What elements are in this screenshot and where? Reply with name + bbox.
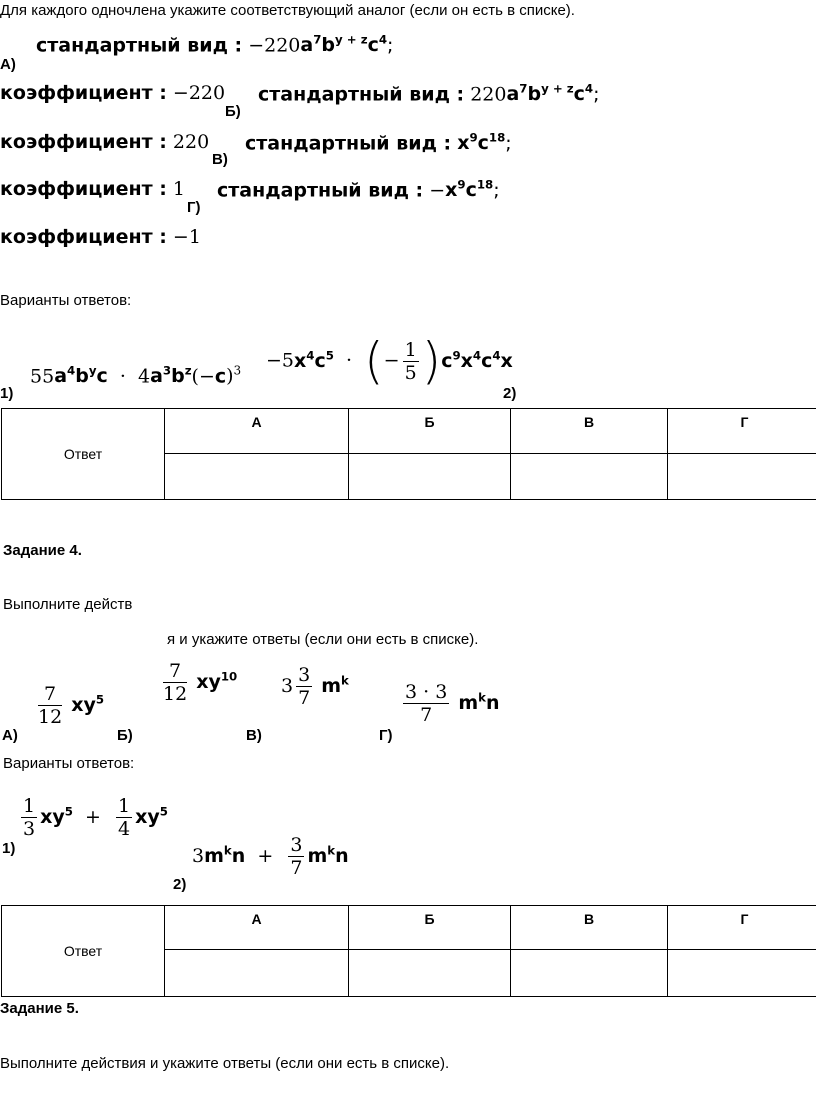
label-g: Г) <box>187 199 201 216</box>
task4-label-v: В) <box>246 727 262 744</box>
task3-option2-label: 2) <box>503 385 517 402</box>
item-a-coefficient: коэффициент : −220 <box>0 82 226 104</box>
task5-title: Задание 5. <box>0 1000 79 1017</box>
task4-answer-header-a: А <box>165 906 349 950</box>
task4-instruction-part1: Выполните действ <box>3 596 133 613</box>
task4-label-g: Г) <box>379 727 393 744</box>
task4-option1-expression: $\frac{1}{3}$ $xy^5$ + $\frac{1}{4}$ $xy^5$ <box>23 795 168 840</box>
task4-item-v-expression: 3 $\frac{3}{7}$ $m^k$ <box>281 664 349 709</box>
task4-variants-label: Варианты ответов: <box>3 755 135 772</box>
task4-answer-row-label: Ответ <box>2 906 165 997</box>
answer-row-label: Ответ <box>2 409 165 500</box>
item-v-coefficient: коэффициент : 1 <box>0 178 186 200</box>
item-a-standard-form: стандартный вид : $-220a^7b^{y + z}c^4$; <box>36 33 394 57</box>
label-a: А) <box>0 56 16 73</box>
task3-option1-label: 1) <box>0 385 14 402</box>
task4-answer-cell-a[interactable] <box>165 950 349 997</box>
task4-answer-cell-g[interactable] <box>668 950 816 997</box>
task4-label-b: Б) <box>117 727 133 744</box>
task3-answer-table <box>1 408 816 500</box>
answer-cell-g[interactable] <box>668 454 816 500</box>
task4-answer-header-v: В <box>511 906 668 950</box>
task4-option2-label: 2) <box>173 876 187 893</box>
item-b-standard-form: стандартный вид : $220a^7b^{y + z}c^4$; <box>258 82 600 106</box>
task4-answer-header-b: Б <box>349 906 511 950</box>
task4-option1-label: 1) <box>2 840 16 857</box>
task4-answer-table <box>1 905 816 997</box>
answer-header-v: В <box>511 409 668 454</box>
task3-option1-expression: $55a^4b^yc \cdot 4a^3b^z(-c)^3$ <box>30 364 242 388</box>
task4-item-a-expression: $\frac{7}{12}$ $xy^5$ <box>38 683 105 728</box>
task3-variants-label: Варианты ответов: <box>0 292 132 309</box>
task5-instruction: Выполните действия и укажите ответы (если они есть в списке). <box>0 1055 450 1072</box>
answer-header-g: Г <box>668 409 816 454</box>
task3-option2-expression: $-5x^4c^5$ · (− $\frac{1}{5}$ )$c^9x^4c^4x$ <box>266 332 513 390</box>
label-b: Б) <box>225 103 241 120</box>
answer-cell-b[interactable] <box>349 454 511 500</box>
task4-answer-cell-b[interactable] <box>349 950 511 997</box>
answer-cell-v[interactable] <box>511 454 668 500</box>
task4-instruction-part2: я и укажите ответы (если они есть в списке). <box>167 631 479 648</box>
task4-item-b-expression: $\frac{7}{12}$ $xy^{10}$ <box>163 660 238 705</box>
item-b-coefficient: коэффициент : 220 <box>0 131 210 153</box>
item-g-coefficient: коэффициент : −1 <box>0 226 201 248</box>
task4-option2-expression: $3m^kn$ + $\frac{3}{7}$ $m^kn$ <box>192 834 349 879</box>
answer-cell-a[interactable] <box>165 454 349 500</box>
task4-item-g-expression: $\frac{3 \cdot 3}{7}$ $m^kn$ <box>405 681 500 726</box>
answer-header-b: Б <box>349 409 511 454</box>
task4-label-a: А) <box>2 727 18 744</box>
item-g-standard-form: стандартный вид : $-x^9c^{18}$; <box>217 178 500 202</box>
answer-header-a: А <box>165 409 349 454</box>
task4-answer-cell-v[interactable] <box>511 950 668 997</box>
task4-title: Задание 4. <box>3 542 82 559</box>
task4-answer-header-g: Г <box>668 906 816 950</box>
item-a-std-coefficient: −220 <box>248 34 301 57</box>
label-v: В) <box>212 151 228 168</box>
item-v-standard-form: стандартный вид : $x^9c^{18}$; <box>245 131 512 155</box>
item-b-std-coefficient: 220 <box>470 83 507 106</box>
task3-instruction: Для каждого одночлена укажите соответствующий аналог (если он есть в списке). <box>0 2 575 19</box>
